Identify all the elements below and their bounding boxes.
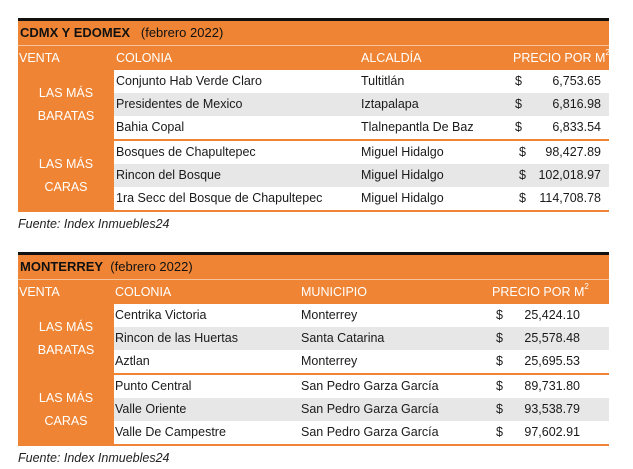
header-precio bbox=[492, 282, 589, 299]
group-label-line: BARATAS bbox=[37, 108, 95, 123]
table-bottom-border bbox=[18, 210, 609, 212]
cell-dollar: $ bbox=[519, 145, 526, 159]
cell-region: Monterrey bbox=[301, 354, 358, 368]
group-label-line: LAS MÁS bbox=[38, 319, 94, 334]
cell-colonia: Bahia Copal bbox=[116, 120, 185, 134]
group-label-line: LAS MÁS CARAS bbox=[38, 156, 94, 194]
cell-colonia: Valle De Campestre bbox=[115, 425, 226, 439]
cell-dollar: $ bbox=[496, 354, 503, 368]
cell-region: Miguel Hidalgo bbox=[361, 168, 444, 182]
group-baratas bbox=[18, 70, 609, 139]
cell-amount: 25,424.10 bbox=[524, 308, 580, 322]
header-venta: VENTA bbox=[19, 285, 60, 299]
cell-dollar: $ bbox=[519, 191, 526, 205]
cell-colonia: Bosques de Chapultepec bbox=[116, 145, 256, 159]
table-monterrey bbox=[18, 252, 609, 446]
group-caras bbox=[18, 375, 609, 444]
cell-region: Tultitlán bbox=[361, 74, 405, 88]
table-row bbox=[18, 375, 609, 398]
group-label-line: BARATAS bbox=[37, 342, 95, 357]
cell-colonia: Valle Oriente bbox=[115, 402, 187, 416]
cell-dollar: $ bbox=[519, 168, 526, 182]
group-baratas bbox=[18, 304, 609, 373]
header-colonia: COLONIA bbox=[116, 51, 173, 65]
table-title bbox=[18, 18, 609, 45]
cell-region: Iztapalapa bbox=[361, 97, 419, 111]
header-precio-label: PRECIO POR M bbox=[492, 285, 585, 299]
cell-amount: 25,695.53 bbox=[524, 354, 580, 368]
table-title-date: (febrero 2022) bbox=[110, 259, 193, 274]
cell-dollar: $ bbox=[496, 308, 503, 322]
cell-region: Santa Catarina bbox=[301, 331, 385, 345]
table-row bbox=[18, 141, 609, 164]
cell-colonia: Conjunto Hab Verde Claro bbox=[116, 74, 262, 88]
table-title-bold: MONTERREY bbox=[20, 259, 104, 274]
cell-dollar: $ bbox=[515, 120, 522, 134]
table-row bbox=[18, 187, 609, 210]
table-title-bold: CDMX Y EDOMEX bbox=[20, 25, 131, 40]
cell-dollar: $ bbox=[496, 402, 503, 416]
cell-amount: 6,753.65 bbox=[552, 74, 601, 88]
header-municipio: MUNICIPIO bbox=[301, 285, 367, 299]
table-bottom-border bbox=[18, 444, 609, 446]
table-title bbox=[18, 252, 609, 279]
cell-colonia: Aztlan bbox=[115, 354, 150, 368]
group-label-line: CARAS bbox=[44, 413, 88, 428]
cell-dollar: $ bbox=[496, 425, 503, 439]
cell-colonia: Rincon del Bosque bbox=[116, 168, 221, 182]
table-row bbox=[18, 304, 609, 327]
cell-amount: 89,731.80 bbox=[524, 379, 580, 393]
cell-colonia: Centrika Victoria bbox=[115, 308, 207, 322]
cell-colonia: Punto Central bbox=[115, 379, 192, 393]
cell-region: San Pedro Garza García bbox=[301, 402, 439, 416]
cell-region: Monterrey bbox=[301, 308, 358, 322]
cell-amount: 98,427.89 bbox=[545, 145, 601, 159]
cell-amount: 93,538.79 bbox=[524, 402, 580, 416]
group-label-line: LAS MÁS bbox=[38, 390, 94, 405]
table-title-date: (febrero 2022) bbox=[140, 25, 224, 40]
header-precio bbox=[513, 48, 610, 65]
header-precio-sup: 2 bbox=[605, 48, 610, 57]
cell-amount: 102,018.97 bbox=[538, 168, 601, 182]
cell-amount: 6,816.98 bbox=[552, 97, 601, 111]
table-row bbox=[18, 350, 609, 373]
header-precio-sup: 2 bbox=[584, 282, 589, 291]
cell-colonia: 1ra Secc del Bosque de Chapultepec bbox=[116, 191, 323, 205]
cell-region: Miguel Hidalgo bbox=[361, 191, 444, 205]
cell-dollar: $ bbox=[515, 97, 522, 111]
cell-dollar: $ bbox=[515, 74, 522, 88]
source-note: Fuente: Index Inmuebles24 bbox=[18, 217, 170, 231]
header-alcaldia: ALCALDÍA bbox=[361, 51, 422, 65]
header-colonia: COLONIA bbox=[115, 285, 172, 299]
cell-region: San Pedro Garza García bbox=[301, 425, 439, 439]
table-header-row bbox=[18, 279, 609, 304]
table-header-row bbox=[18, 45, 609, 70]
cell-region: San Pedro Garza García bbox=[301, 379, 439, 393]
table-row bbox=[114, 164, 609, 187]
header-venta: VENTA bbox=[19, 51, 60, 65]
group-label-line: LAS MÁS bbox=[38, 85, 94, 100]
cell-amount: 114,708.78 bbox=[539, 191, 601, 205]
cell-colonia: Rincon de las Huertas bbox=[115, 331, 238, 345]
table-row bbox=[18, 70, 609, 93]
source-note: Fuente: Index Inmuebles24 bbox=[18, 451, 170, 465]
cell-region: Miguel Hidalgo bbox=[361, 145, 444, 159]
cell-dollar: $ bbox=[496, 331, 503, 345]
group-caras bbox=[18, 141, 609, 210]
cell-amount: 25,578.48 bbox=[524, 331, 580, 345]
table-row bbox=[114, 93, 609, 116]
cell-amount: 6,833.54 bbox=[552, 120, 601, 134]
table-row bbox=[18, 421, 609, 444]
table-cdmx bbox=[18, 18, 609, 212]
cell-region: Tlalnepantla De Baz bbox=[361, 120, 474, 134]
cell-amount: 97,602.91 bbox=[524, 425, 580, 439]
cell-colonia: Presidentes de Mexico bbox=[116, 97, 243, 111]
table-row bbox=[114, 398, 609, 421]
table-row bbox=[18, 116, 609, 139]
header-precio-label: PRECIO POR M bbox=[513, 51, 606, 65]
table-row bbox=[114, 327, 609, 350]
cell-dollar: $ bbox=[496, 379, 503, 393]
